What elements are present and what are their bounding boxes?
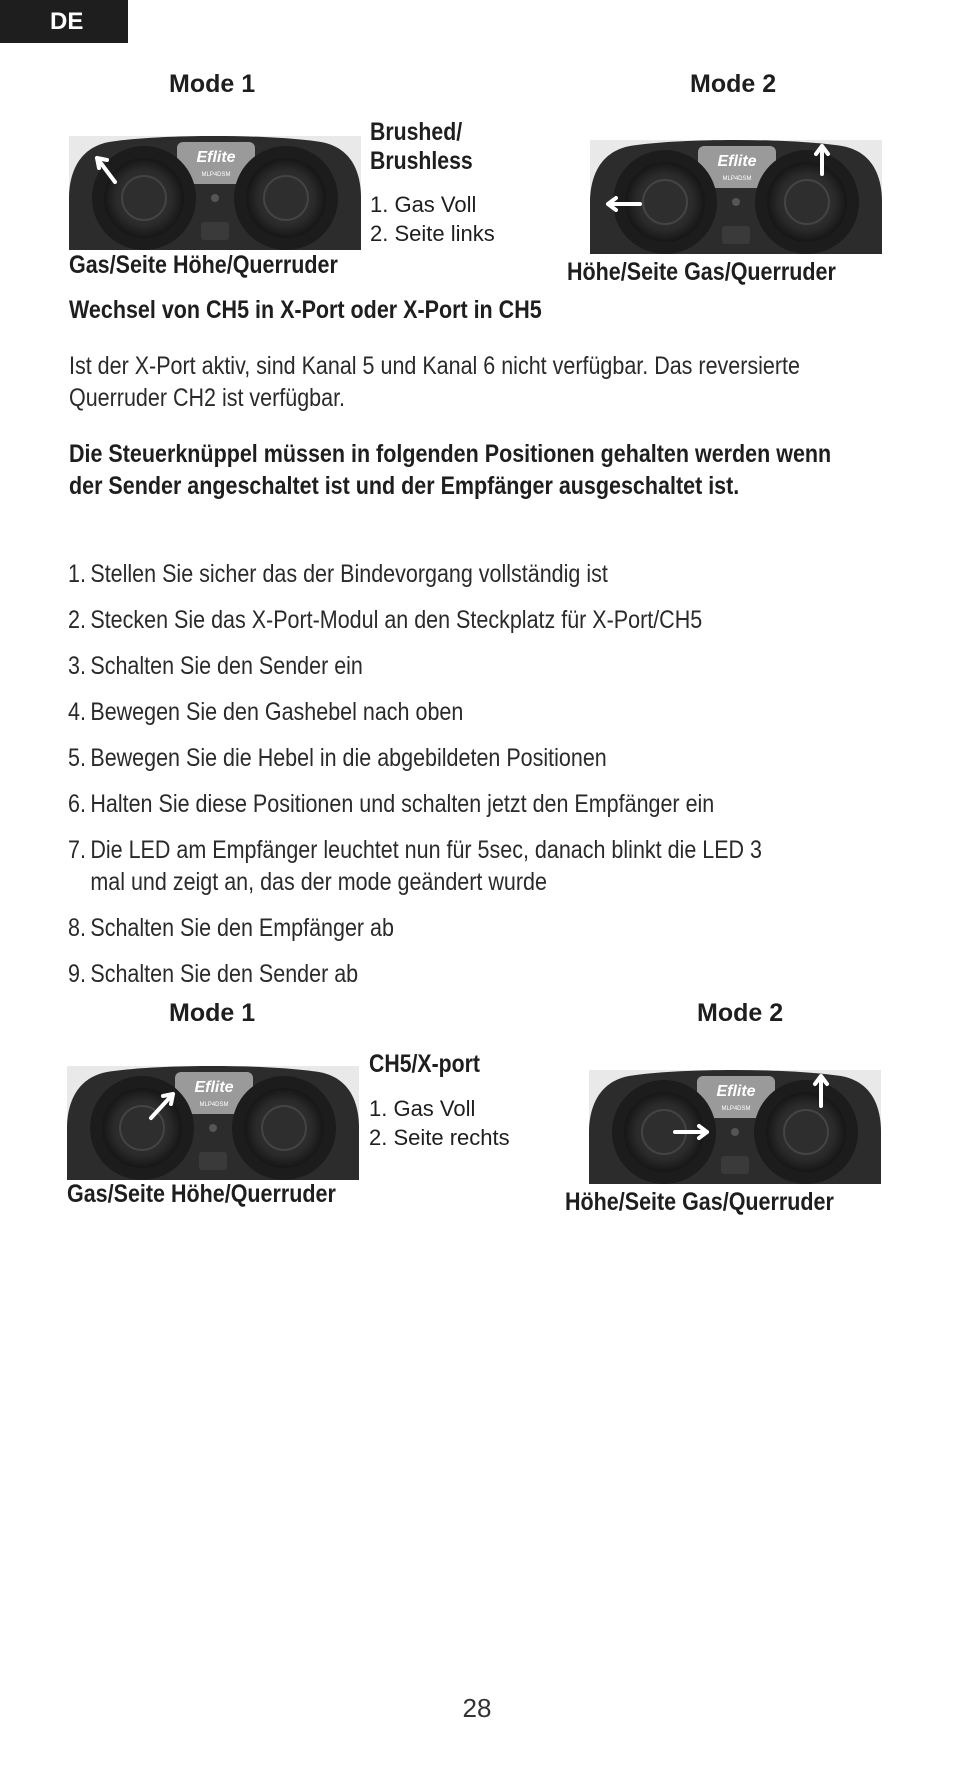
section1-title (370, 118, 491, 176)
transmitter-mode1-image-2 (67, 1066, 359, 1180)
mode1-stick-labels-2: Gas/Seite Höhe/Querruder (67, 1180, 336, 1208)
step-text: Halten Sie diese Positionen und schalten jetzt den Empfänger ein (90, 790, 715, 818)
step-item (68, 834, 898, 898)
brand-logo: Eflite (196, 149, 236, 166)
step-number: 1. (68, 560, 86, 588)
step-item (68, 696, 898, 728)
model-label: MLP4DSM (721, 1106, 751, 1112)
mode1-label-2: Mode 1 (169, 999, 256, 1027)
title-line-1: Brushed/ (370, 118, 463, 146)
language-tab (0, 0, 128, 43)
intro-paragraph (69, 350, 869, 414)
step-item (68, 958, 898, 990)
brand-logo: Eflite (194, 1079, 234, 1096)
step-text: Bewegen Sie die Hebel in die abgebildeten Positionen (90, 744, 607, 772)
step-text: Bewegen Sie den Gashebel nach oben (90, 698, 464, 726)
step-number: 7. (68, 836, 86, 864)
step-item (68, 650, 898, 682)
intro-text: Ist der X-Port aktiv, sind Kanal 5 und Kanal 6 nicht verfügbar. Das reversierte Querruder CH2 ist verfügbar. (69, 352, 800, 412)
mode1-label: Mode 1 (169, 70, 256, 98)
section2-step1: 1. Gas Voll (369, 1096, 476, 1121)
title-line-2: Brushless (370, 147, 473, 175)
step-text: Schalten Sie den Sender ab (90, 960, 359, 988)
section2-title: CH5/X-port (369, 1050, 480, 1078)
step-text: Die LED am Empfänger leuchtet nun für 5sec, danach blinkt die LED 3 mal und zeigt an, das der mode geändert wurde (90, 836, 763, 896)
model-label: MLP4DSM (201, 172, 231, 178)
step-number: 6. (68, 790, 86, 818)
step-item (68, 788, 898, 820)
step-item (68, 912, 898, 944)
step-item (68, 604, 898, 636)
step-item (68, 742, 898, 774)
step-item (68, 558, 898, 590)
brand-logo: Eflite (716, 1083, 756, 1100)
step-number: 9. (68, 960, 86, 988)
step-number: 8. (68, 914, 86, 942)
step-number: 3. (68, 652, 86, 680)
warning-paragraph (69, 438, 869, 502)
page-number: 28 (462, 1693, 492, 1723)
section1-step1: 1. Gas Voll (370, 192, 477, 217)
section1-step2: 2. Seite links (370, 221, 495, 246)
mode2-stick-labels-2: Höhe/Seite Gas/Querruder (565, 1188, 834, 1216)
step-text: Stellen Sie sicher das der Bindevorgang vollständig ist (90, 560, 608, 588)
section2-step2: 2. Seite rechts (369, 1125, 510, 1150)
mode2-label-2: Mode 2 (697, 999, 784, 1027)
mode2-label: Mode 2 (690, 70, 777, 98)
step-text: Stecken Sie das X-Port-Modul an den Steckplatz für X-Port/CH5 (90, 606, 703, 634)
step-text: Schalten Sie den Empfänger ab (90, 914, 394, 942)
brand-logo: Eflite (717, 153, 757, 170)
step-number: 4. (68, 698, 86, 726)
transmitter-mode1-image (69, 136, 361, 250)
instruction-steps (68, 558, 898, 1004)
language-code: DE (50, 7, 84, 35)
transmitter-mode2-image (590, 140, 882, 254)
section-heading: Wechsel von CH5 in X-Port oder X-Port in CH5 (69, 296, 542, 324)
step-text: Schalten Sie den Sender ein (90, 652, 363, 680)
mode2-stick-labels: Höhe/Seite Gas/Querruder (567, 258, 836, 286)
model-label: MLP4DSM (199, 1102, 229, 1108)
model-label: MLP4DSM (722, 176, 752, 182)
step-number: 5. (68, 744, 86, 772)
transmitter-mode2-image-2 (589, 1070, 881, 1184)
step-number: 2. (68, 606, 86, 634)
warning-text: Die Steuerknüppel müssen in folgenden Positionen gehalten werden wenn der Sender angeschaltet ist und der Empfänger ausgeschaltet ist. (69, 440, 832, 500)
mode1-stick-labels: Gas/Seite Höhe/Querruder (69, 251, 338, 279)
